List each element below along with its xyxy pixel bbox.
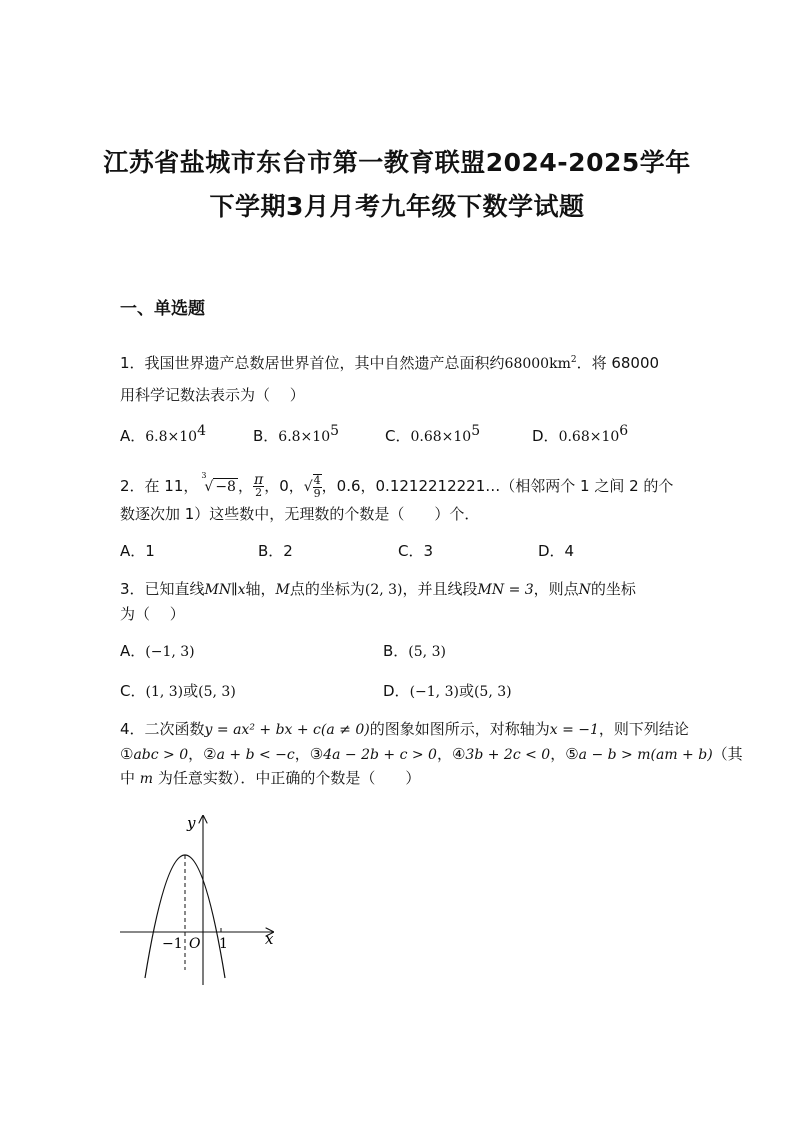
q1-option-c[interactable]: C．$0.68\times 10^5$ bbox=[385, 423, 481, 445]
q1-text-b: ．将 68000 bbox=[576, 354, 660, 372]
q2-option-b[interactable]: B．2 bbox=[258, 542, 293, 560]
q2-line-1: 2．在 11， 3 √ −8 ， $\frac{\pi}{2}$ ，0，√ $\frac{4}{9}$ ，0.6，0.1212212221…（相邻两个 1 之间 2 的个 bbox=[120, 471, 674, 500]
parabola-curve bbox=[145, 855, 225, 978]
pi-over-2: $\frac{\pi}{2}$ bbox=[253, 472, 264, 499]
q4-line-1: 4．二次函数y = ax² + bx + c(a ≠ 0)的图象如图所示，对称轴为x = −1，则下列结论 bbox=[120, 720, 689, 738]
section-heading-single-choice: 一、单选题 bbox=[120, 299, 205, 319]
q3-option-b[interactable]: B．(5, 3) bbox=[383, 642, 446, 660]
q4-line-2: ①abc > 0，②a + b < −c，③4a − 2b + c > 0，④3b + 2c < 0，⑤a − b > m(am + b)（其 bbox=[120, 745, 743, 763]
q1-option-b[interactable]: B．$6.8\times 10^5$ bbox=[253, 423, 340, 445]
y-axis-label: y bbox=[187, 814, 196, 832]
q1-line-1 bbox=[120, 352, 659, 373]
q3-option-d[interactable]: D．(−1, 3)或(5, 3) bbox=[383, 682, 512, 700]
q2-line-2: 数逐次加 1）这些数中，无理数的个数是（ ）个． bbox=[120, 505, 480, 523]
q2-option-c[interactable]: C．3 bbox=[398, 542, 434, 560]
tick-label-1: 1 bbox=[219, 936, 228, 952]
q2-option-d[interactable]: D．4 bbox=[538, 542, 575, 560]
origin-label: O bbox=[189, 936, 201, 952]
q1-line-2: 用科学记数法表示为（ ） bbox=[120, 386, 305, 404]
q3-line-1: 3．已知直线MN∥x轴，M点的坐标为(2, 3)，并且线段MN = 3，则点N的坐标 bbox=[120, 580, 636, 598]
q1-area: $68000km^2$ bbox=[504, 355, 577, 372]
title-line-2: 下学期3月月考九年级下数学试题 bbox=[209, 192, 585, 221]
title-line-1: 江苏省盐城市东台市第一教育联盟2024-2025学年 bbox=[103, 148, 691, 177]
tick-label-neg1: −1 bbox=[162, 936, 183, 952]
sqrt-4-9: √ $\frac{4}{9}$ bbox=[303, 474, 321, 500]
q3-line-2: 为（ ） bbox=[120, 605, 185, 623]
x-axis-label: x bbox=[265, 930, 274, 948]
q1-option-a[interactable]: A．$6.8\times 10^4$ bbox=[120, 423, 206, 445]
q2-option-a[interactable]: A．1 bbox=[120, 542, 155, 560]
q1-option-d[interactable]: D．$0.68\times 10^6$ bbox=[532, 423, 629, 445]
parabola-graph bbox=[115, 810, 285, 990]
q4-line-3: 中 m 为任意实数）．中正确的个数是（ ） bbox=[120, 769, 421, 787]
q3-option-a[interactable]: A．(−1, 3) bbox=[120, 642, 195, 660]
q1-text-a: 1．我国世界遗产总数居世界首位，其中自然遗产总面积约 bbox=[120, 354, 505, 372]
cube-root: 3 √ −8 bbox=[201, 471, 236, 495]
q3-option-c[interactable]: C．(1, 3)或(5, 3) bbox=[120, 682, 236, 700]
